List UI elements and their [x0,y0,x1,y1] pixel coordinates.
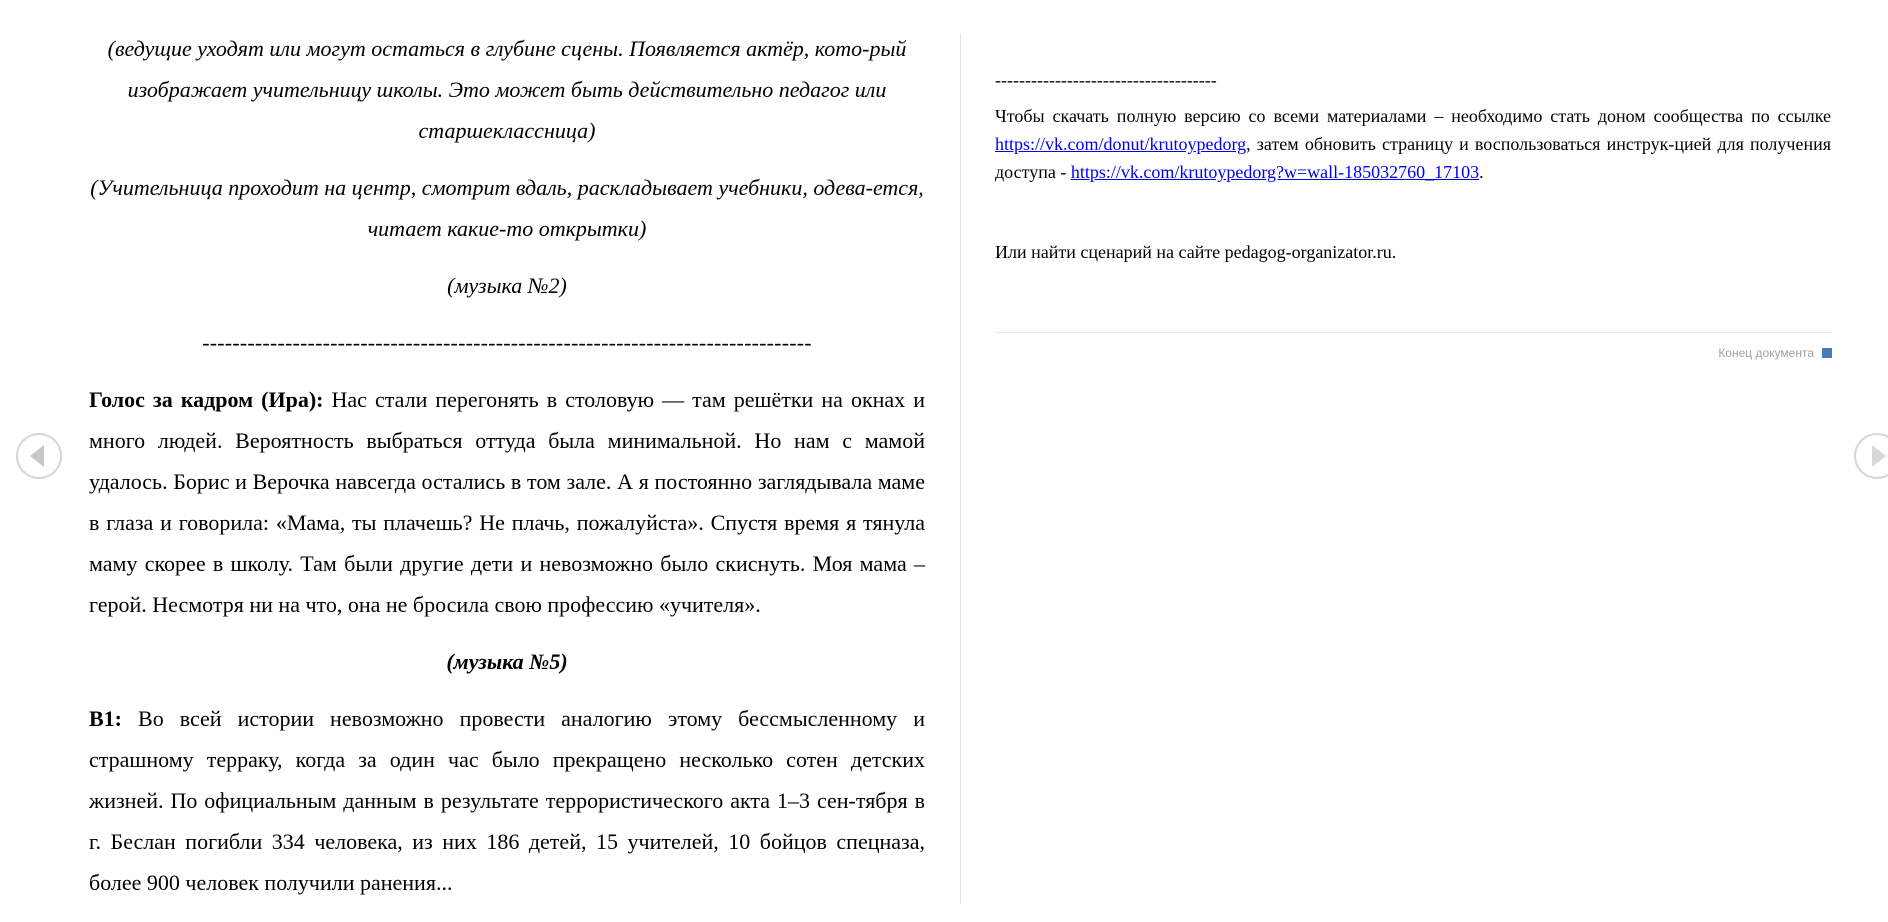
prev-page-button[interactable] [16,433,62,479]
host-paragraph [89,698,925,903]
voiceover-paragraph [89,379,925,625]
end-of-document [1718,346,1832,360]
page-separator [960,34,961,904]
document-page-right [995,66,1831,266]
chevron-right-icon [1872,445,1886,467]
end-of-document-label: Конец документа [1718,346,1814,360]
speaker-text: Нас стали перегонять в столовую — там решётки на окнах и много людей. Вероятность выбраться оттуда была минимальной. Но нам с мамой удалось. Борис и Верочка навсегда остались в том зале. А я постоянно заглядывала маме в глаза и говорила: «Мама, ты плачешь? Не плачь, пожалуйста». Спустя время я тянула маму скорее в школу. Там были другие дети и невозможно было скиснуть. Моя мама – герой. Несмотря ни на что, она не бросила свою профессию «учителя». [89,387,925,617]
download-paragraph [995,102,1831,186]
next-page-button[interactable] [1854,433,1888,479]
end-rule [995,332,1831,333]
speaker-label: Голос за кадром (Ира): [89,387,324,412]
stage-direction: (ведущие уходят или могут остаться в глубине сцены. Появляется актёр, кото-рый изображает учительницу школы. Это может быть действительно педагог или старшеклассница) [107,36,907,143]
donut-link[interactable]: https://vk.com/donut/krutoypedorg [995,134,1247,154]
paragraph-text: . [1479,162,1484,182]
music-cue: (музыка №2) [447,273,567,298]
paragraph-text: , затем обновить страницу и воспользоваться инструк-цией для получения доступа - [995,134,1831,182]
document-page-left [89,28,925,903]
paragraph-text: Чтобы скачать полную версию со всеми материалами – необходимо стать доном сообщества по ссылке [995,106,1831,126]
site-paragraph: Или найти сценарий на сайте pedagog-organizator.ru. [995,242,1397,262]
end-marker-icon [1822,348,1832,358]
stage-direction: (Учительница проходит на центр, смотрит вдаль, раскладывает учебники, одева-ется, читает какие-то открытки) [90,175,924,241]
text-divider: --------------------------------------------------------------------------------- [202,330,812,355]
wall-post-link[interactable]: https://vk.com/krutoypedorg?w=wall-185032760_17103 [1070,162,1480,182]
chevron-left-icon [30,445,44,467]
text-divider: ------------------------------------- [995,70,1217,90]
speaker-text: Во всей истории невозможно провести аналогию этому бессмысленному и страшному терраку, когда за один час было прекращено несколько сотен детских жизней. По официальным данным в результате террористического акта 1–3 сен-тября в г. Беслан погибли 334 человека, из них 186 детей, 15 учителей, 10 бойцов спецназа, более 900 человек получили ранения... [89,706,925,895]
speaker-label: В1: [89,706,122,731]
music-cue: (музыка №5) [446,649,568,674]
